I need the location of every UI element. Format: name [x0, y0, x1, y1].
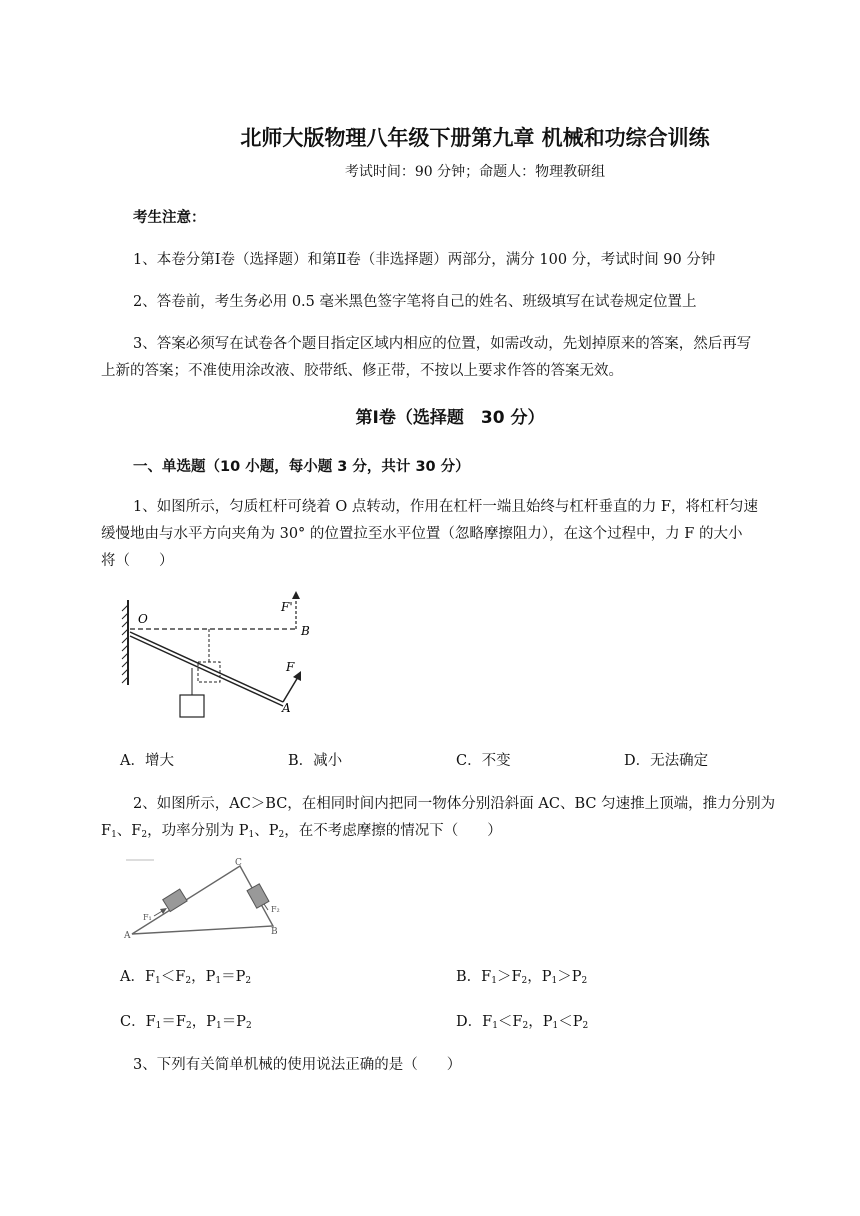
q1-option-d[interactable]: D．无法确定 [624, 753, 709, 769]
exam-info: 考试时间：90 分钟；命题人：物理教研组 [344, 164, 606, 180]
notice-item-1: 1、本卷分第Ⅰ卷（选择题）和第Ⅱ卷（非选择题）两部分，满分 100 分，考试时间 90 分钟 [133, 252, 716, 268]
notice-heading: 考生注意： [133, 210, 206, 226]
label-a: A [124, 931, 131, 941]
label-o: O [138, 612, 148, 626]
notice-item-3-line2: 上新的答案；不准使用涂改液、胶带纸、修正带，不按以上要求作答的答案无效。 [101, 363, 623, 379]
section-subheading: 一、单选题（10 小题，每小题 3 分，共计 30 分） [133, 459, 470, 475]
q2-option-a[interactable]: A．$F_1<F_2$，$P_1=P_2$ [120, 969, 252, 986]
label-f-prime: F' [281, 600, 293, 614]
q1-option-b[interactable]: B．减小 [288, 753, 343, 769]
lever-figure [118, 585, 328, 725]
q3-line1: 3、下列有关简单机械的使用说法正确的是（ ） [133, 1057, 462, 1073]
label-b: B [271, 927, 278, 937]
label-a: A [282, 701, 291, 715]
q1-line3: 将（ ） [101, 553, 174, 569]
q1-option-a[interactable]: A．增大 [120, 753, 174, 769]
label-f1: F₁ [143, 913, 152, 922]
q1-line2: 缓慢地由与水平方向夹角为 30° 的位置拉至水平位置（忽略摩擦阻力），在这个过程中，力 F 的大小 [101, 526, 743, 542]
q2-line1: 2、如图所示，AC＞BC，在相同时间内把同一物体分别沿斜面 AC、BC 匀速推上顶端，推力分别为 [133, 796, 776, 812]
q2-line2: $F_1$、$F_2$，功率分别为 $P_1$、$P_2$，在不考虑摩擦的情况下（ ） [101, 823, 502, 840]
page-title: 北师大版物理八年级下册第九章 机械和功综合训练 [240, 126, 710, 150]
notice-item-3-line1: 3、答案必须写在试卷各个题目指定区域内相应的位置，如需改动，先划掉原来的答案，然后再写 [133, 336, 752, 352]
label-c: C [235, 858, 242, 868]
label-f: F [286, 660, 295, 674]
label-f2: F₂ [271, 905, 280, 914]
section-title: 第Ⅰ卷（选择题 30 分） [355, 408, 545, 428]
q1-option-c[interactable]: C．不变 [456, 753, 511, 769]
q1-line1: 1、如图所示，匀质杠杆可绕着 O 点转动，作用在杠杆一端且始终与杠杆垂直的力 F，将杠杆匀速 [133, 499, 758, 515]
q2-option-d[interactable]: D．$F_1<F_2$，$P_1<P_2$ [456, 1014, 589, 1031]
q2-option-b[interactable]: B．$F_1>F_2$，$P_1>P_2$ [456, 969, 588, 986]
incline-figure [118, 852, 293, 944]
notice-item-2: 2、答卷前，考生务必用 0.5 毫米黑色签字笔将自己的姓名、班级填写在试卷规定位置上 [133, 294, 697, 310]
q2-option-c[interactable]: C．$F_1=F_2$，$P_1=P_2$ [120, 1014, 252, 1031]
label-b: B [301, 624, 310, 638]
